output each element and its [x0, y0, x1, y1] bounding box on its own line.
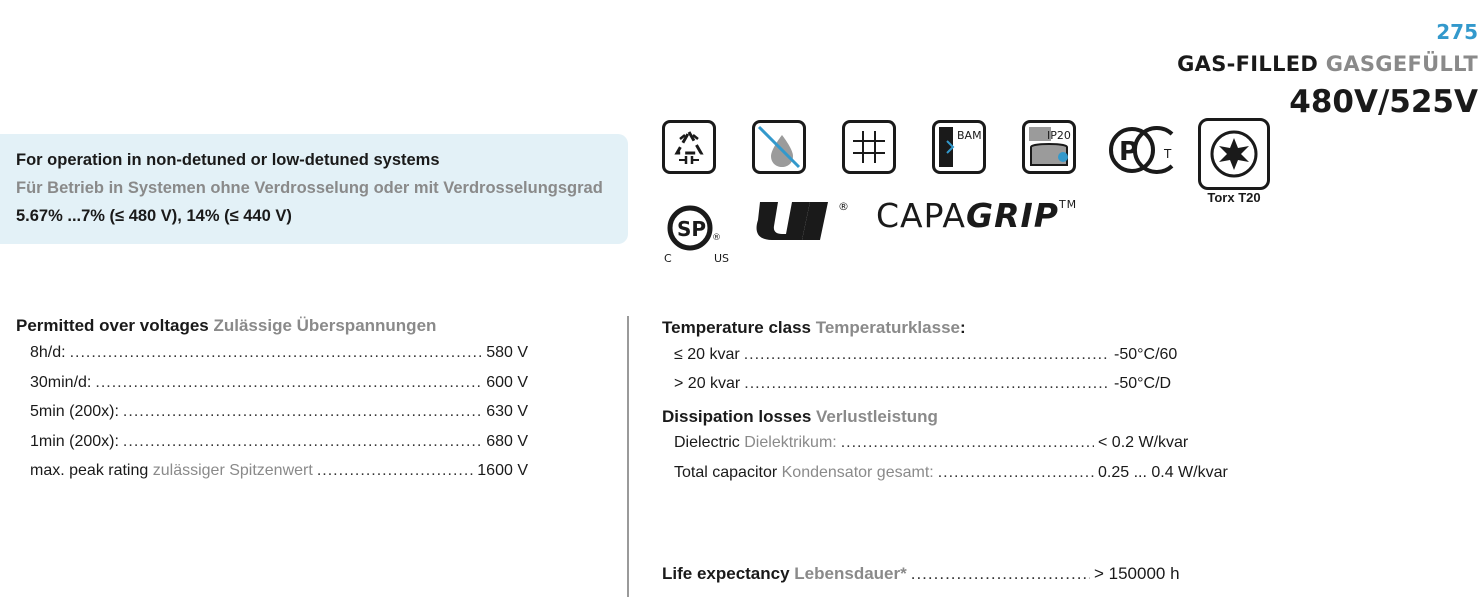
bam-icon — [932, 120, 986, 174]
svg-text:®: ® — [712, 233, 721, 243]
temperature-heading: Temperature class Temperaturklasse: — [662, 318, 966, 337]
csa-icon — [660, 202, 740, 271]
no-oil-drop-icon — [752, 120, 806, 174]
peak-rating-row: max. peak rating zulässiger Spitzenwert ..... 1600 V — [16, 462, 528, 492]
registered-mark: ® — [838, 200, 849, 213]
operation-info-en: For operation in non-detuned or low-detuned systems — [16, 151, 440, 169]
overvoltage-row: 8h/d: ..... 580 V — [16, 344, 528, 374]
overvoltage-row: 5min (200x): ..... 630 V — [16, 403, 528, 433]
overvoltage-heading: Permitted over voltages Zulässige Überspannungen — [16, 316, 437, 335]
operation-info-de: Für Betrieb in Systemen ohne Verdrosselung oder mit Verdrosselungsgrad — [16, 179, 603, 197]
pct-icon — [1108, 120, 1188, 185]
ul-icon — [756, 196, 856, 251]
torx-icon — [1198, 118, 1270, 208]
temperature-row: ≤ 20 kvar ..... -50°C/60 — [662, 346, 1202, 376]
capagrip-logo: CAPAGRIP™ — [876, 196, 1078, 235]
operation-info-box — [0, 134, 628, 244]
svg-text:P: P — [1119, 137, 1139, 167]
overvoltage-section — [16, 316, 528, 492]
detuning-range: 5.67% ...7% (≤ 480 V), 14% (≤ 440 V) — [16, 207, 292, 225]
svg-text:T: T — [1164, 147, 1172, 161]
overvoltage-row: 1min (200x): ..... 680 V — [16, 433, 528, 463]
recycling-icon — [662, 120, 716, 174]
overvoltage-row: 30min/d: ..... 600 V — [16, 374, 528, 404]
dissipation-heading: Dissipation losses Verlustleistung — [662, 406, 938, 426]
specs-right-section — [662, 316, 1228, 493]
column-divider — [627, 316, 629, 597]
svg-text:SP: SP — [677, 217, 707, 241]
product-voltage: 480V/525V — [1289, 84, 1478, 120]
dissipation-row: Total capacitor Kondensator gesamt: ..... 0.25 ... 0.4 W/kvar — [662, 464, 1262, 494]
product-type-de: GASGEFÜLLT — [1325, 52, 1478, 76]
dissipation-row: Dielectric Dielektrikum: ..... < 0.2 W/kvar — [662, 434, 1262, 464]
temperature-row: > 20 kvar ..... -50°C/D — [662, 375, 1202, 405]
ip20-text: IP20 — [1047, 129, 1071, 142]
torx-label: Torx T20 — [1207, 190, 1261, 205]
life-expectancy-section — [662, 564, 1202, 584]
dimension-cross-icon — [842, 120, 896, 174]
page-number: 275 — [1436, 20, 1478, 44]
ip20-icon — [1022, 120, 1076, 174]
bam-text: BAM — [957, 129, 982, 142]
life-expectancy-row: Life expectancy Lebensdauer* ..... > 150000 h — [662, 564, 1202, 584]
csa-c-text: C — [664, 252, 672, 265]
csa-us-text: US — [714, 252, 730, 265]
product-type — [1177, 52, 1478, 76]
product-type-en: GAS-FILLED — [1177, 52, 1319, 76]
